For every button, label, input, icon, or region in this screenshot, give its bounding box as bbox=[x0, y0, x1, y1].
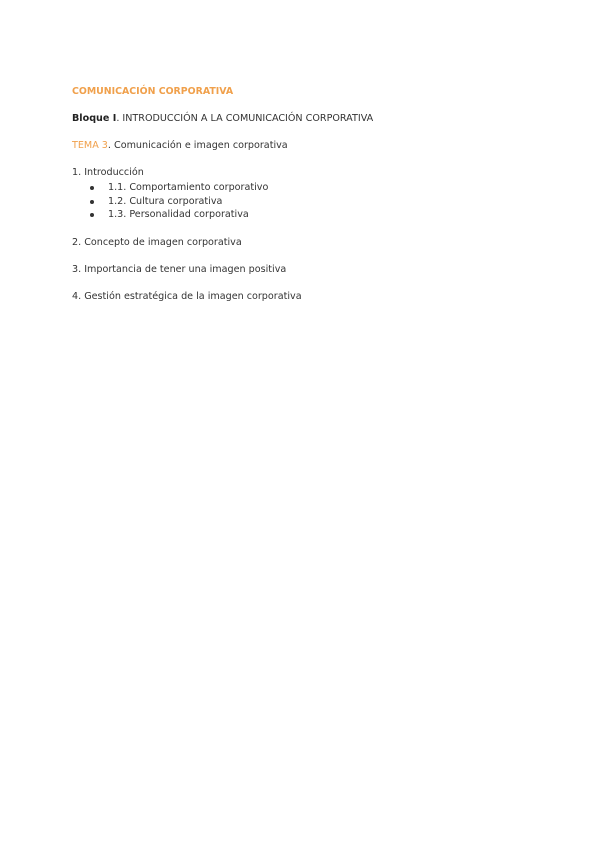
document-page bbox=[72, 86, 532, 303]
block-line bbox=[72, 113, 532, 125]
list-item bbox=[72, 181, 532, 195]
list-item-label: 1.1. Comportamiento corporativo bbox=[108, 182, 269, 193]
bullet-icon bbox=[90, 213, 94, 217]
subsection-list bbox=[72, 181, 532, 222]
tema-line bbox=[72, 140, 532, 152]
list-item-label: 1.3. Personalidad corporativa bbox=[108, 209, 249, 220]
section-importancia bbox=[72, 264, 532, 276]
tema-label: TEMA 3 bbox=[72, 140, 108, 151]
list-item-label: 1.2. Cultura corporativa bbox=[108, 195, 223, 207]
section-heading: 2. Concepto de imagen corporativa bbox=[72, 236, 242, 248]
tema-text: . Comunicación e imagen corporativa bbox=[107, 140, 288, 151]
section-introduccion bbox=[72, 167, 532, 222]
document-title: COMUNICACIÓN CORPORATIVA bbox=[72, 86, 234, 97]
list-item bbox=[72, 208, 532, 222]
section-concepto bbox=[72, 237, 532, 249]
section-heading: 4. Gestión estratégica de la imagen corporativa bbox=[72, 290, 302, 302]
block-label: Bloque I bbox=[72, 113, 117, 124]
section-heading: 3. Importancia de tener una imagen positiva bbox=[72, 263, 287, 275]
bullet-icon bbox=[90, 186, 94, 190]
bullet-icon bbox=[90, 200, 94, 204]
section-gestion bbox=[72, 291, 532, 303]
section-heading: 1. Introducción bbox=[72, 167, 144, 178]
block-text: . INTRODUCCIÓN A LA COMUNICACIÓN CORPORATIVA bbox=[116, 113, 374, 124]
list-item bbox=[72, 195, 532, 209]
